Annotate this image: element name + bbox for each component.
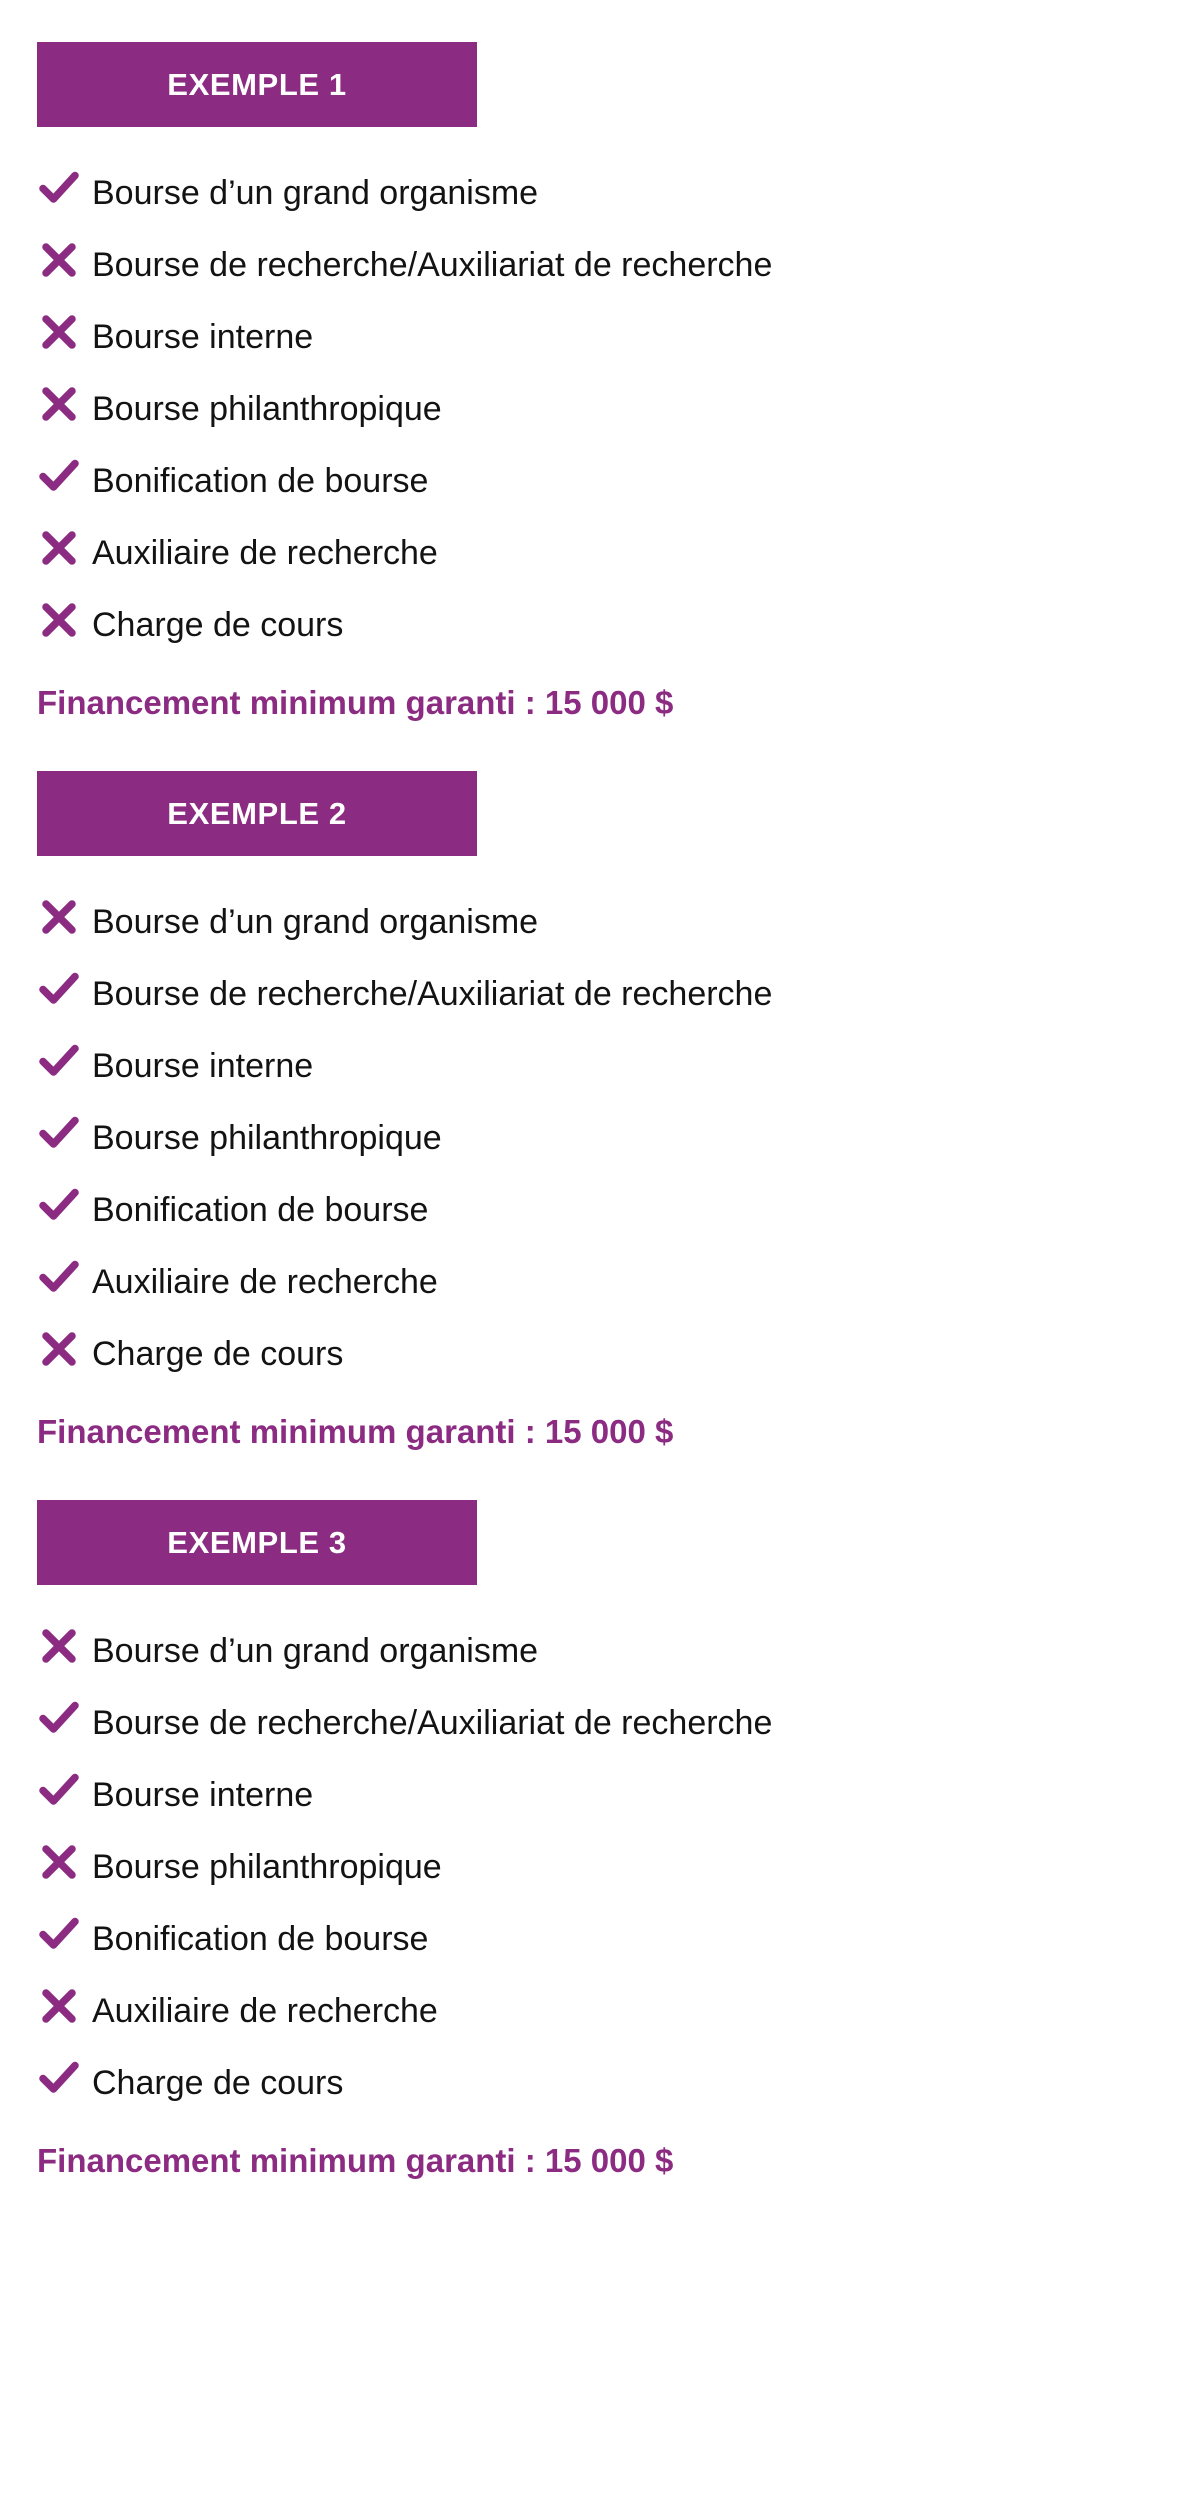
criteria-item-label: Charge de cours [92, 1335, 344, 1373]
check-icon [37, 454, 81, 498]
criteria-item-label: Bourse d’un grand organisme [92, 174, 539, 212]
criteria-item [37, 1618, 1200, 1690]
example-badge: EXEMPLE 2 [37, 771, 477, 856]
check-icon [37, 1696, 81, 1740]
check-icon [37, 967, 81, 1011]
example-badge: EXEMPLE 1 [37, 42, 477, 127]
cross-icon [37, 895, 81, 939]
criteria-item-label: Bourse de recherche/Auxiliariat de recherche [92, 975, 773, 1013]
criteria-item-label: Bourse de recherche/Auxiliariat de recherche [92, 1704, 773, 1742]
criteria-item [37, 1834, 1200, 1906]
criteria-item-label: Bourse interne [92, 1776, 314, 1814]
minimum-funding-statement: Financement minimum garanti : 15 000 $ [37, 2142, 674, 2179]
cross-icon [37, 1624, 81, 1668]
criteria-item-label: Bourse philanthropique [92, 1848, 442, 1886]
check-icon [37, 166, 81, 210]
criteria-item [37, 1033, 1200, 1105]
cross-icon [37, 238, 81, 282]
minimum-funding-statement: Financement minimum garanti : 15 000 $ [37, 684, 674, 721]
check-icon [37, 1039, 81, 1083]
criteria-item-label: Auxiliaire de recherche [92, 534, 438, 572]
criteria-list [37, 160, 1200, 664]
criteria-item-label: Bonification de bourse [92, 1191, 429, 1229]
criteria-item [37, 1978, 1200, 2050]
criteria-item [37, 1177, 1200, 1249]
cross-icon [37, 598, 81, 642]
criteria-item-label: Bonification de bourse [92, 1920, 429, 1958]
criteria-item-label: Auxiliaire de recherche [92, 1263, 438, 1301]
check-icon [37, 1183, 81, 1227]
check-icon [37, 1912, 81, 1956]
cross-icon [37, 1327, 81, 1371]
criteria-item-label: Bourse de recherche/Auxiliariat de recherche [92, 246, 773, 284]
cross-icon [37, 310, 81, 354]
cross-icon [37, 526, 81, 570]
criteria-item-label: Charge de cours [92, 2064, 344, 2102]
criteria-item [37, 1690, 1200, 1762]
cross-icon [37, 382, 81, 426]
criteria-item [37, 2050, 1200, 2122]
criteria-item-label: Auxiliaire de recherche [92, 1992, 438, 2030]
criteria-item-label: Bourse philanthropique [92, 1119, 442, 1157]
criteria-item-label: Bourse d’un grand organisme [92, 1632, 539, 1670]
criteria-item [37, 304, 1200, 376]
criteria-item-label: Bourse d’un grand organisme [92, 903, 539, 941]
criteria-item-label: Bourse interne [92, 1047, 314, 1085]
example-section [37, 42, 1200, 719]
criteria-item [37, 232, 1200, 304]
check-icon [37, 1255, 81, 1299]
criteria-item [37, 1906, 1200, 1978]
criteria-item [37, 961, 1200, 1033]
criteria-item [37, 160, 1200, 232]
criteria-item [37, 1249, 1200, 1321]
example-section [37, 771, 1200, 1448]
example-badge: EXEMPLE 3 [37, 1500, 477, 1585]
criteria-list [37, 1618, 1200, 2122]
criteria-item-label: Bourse philanthropique [92, 390, 442, 428]
minimum-funding-statement: Financement minimum garanti : 15 000 $ [37, 1413, 674, 1450]
check-icon [37, 2056, 81, 2100]
criteria-item [37, 592, 1200, 664]
criteria-item-label: Bonification de bourse [92, 462, 429, 500]
criteria-item [37, 889, 1200, 961]
check-icon [37, 1768, 81, 1812]
criteria-item [37, 448, 1200, 520]
criteria-item [37, 1762, 1200, 1834]
check-icon [37, 1111, 81, 1155]
cross-icon [37, 1984, 81, 2028]
cross-icon [37, 1840, 81, 1884]
criteria-item [37, 1321, 1200, 1393]
criteria-item [37, 376, 1200, 448]
criteria-item [37, 1105, 1200, 1177]
example-section [37, 1500, 1200, 2177]
criteria-item [37, 520, 1200, 592]
criteria-list [37, 889, 1200, 1393]
criteria-item-label: Bourse interne [92, 318, 314, 356]
examples-container [37, 42, 1200, 2177]
criteria-item-label: Charge de cours [92, 606, 344, 644]
